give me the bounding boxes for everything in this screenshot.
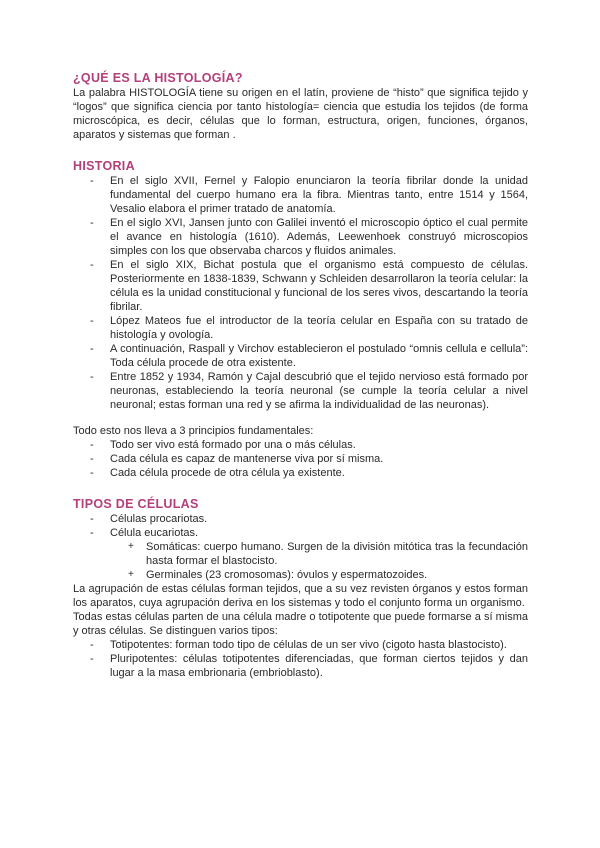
principles-intro: Todo esto nos lleva a 3 principios fundamentales: [73, 425, 314, 437]
dash-bullet: - [90, 259, 94, 271]
dash-bullet: - [90, 639, 94, 651]
dash-bullet: - [90, 217, 94, 229]
sub-list-item: + Germinales (23 cromosomas): óvulos y espermatozoides. [128, 569, 428, 581]
cell-types-list [73, 512, 528, 582]
dash-bullet: - [90, 653, 94, 665]
list-item: - A continuación, Raspall y Virchov establecieron el postulado “omnis cellula e cellula”: Toda célula procede de otra existente. [90, 343, 528, 369]
heading-historia: HISTORIA [73, 159, 135, 173]
list-item: - López Mateos fue el introductor de la teoría celular en España con su tratado de histología y ovología. [90, 315, 528, 341]
heading-tipos-de-celulas: TIPOS DE CÉLULAS [73, 497, 199, 511]
history-list [73, 174, 528, 412]
plus-bullet-icon: + [128, 569, 134, 580]
plus-bullet-icon: + [128, 541, 134, 552]
intro-paragraph: La palabra HISTOLOGÍA tiene su origen en el latín, proviene de “histo” que significa tejido y “logos” que significa ciencia por tanto histología= ciencia que estudia los tejidos (de forma microscópica, es decir, células que lo forman, estructura, origen, funciones, órganos, aparatos y sistemas que forman . [73, 87, 528, 141]
list-item: - Cada célula es capaz de mantenerse viva por sí misma. [90, 453, 384, 465]
list-item: - En el siglo XVII, Fernel y Falopio enunciaron la teoría fibrilar donde la unidad fundamental del cuerpo humano era la fibra. Mientras tanto, entre 1514 y 1564, Vesalio elabora el primer tratado de anatomía. [90, 175, 528, 215]
list-item: - Pluripotentes: células totipotentes diferenciadas, que forman ciertos tejidos y dan lugar a la masa embrionaria (embrioblasto). [90, 653, 528, 679]
list-item: - Cada célula procede de otra célula ya existente. [90, 467, 345, 479]
list-item: - Todo ser vivo está formado por una o más células. [90, 439, 356, 451]
dash-bullet: - [90, 371, 94, 383]
potency-list [73, 638, 528, 680]
dash-bullet: - [90, 315, 94, 327]
sub-list-item: + Somáticas: cuerpo humano. Surgen de la división mitótica tras la fecundación hasta formar el blastocisto. [128, 541, 528, 567]
heading-que-es-histologia: ¿QUÉ ES LA HISTOLOGÍA? [73, 71, 243, 85]
dash-bullet: - [90, 467, 94, 479]
list-item: - Células procariotas. [90, 513, 208, 525]
dash-bullet: - [90, 439, 94, 451]
principles-list [73, 438, 528, 480]
list-item: - En el siglo XIX, Bichat postula que el organismo está compuesto de células. Posteriormente en 1838-1839, Schwann y Schleiden desarrollaron la teoría celular: la célula es la unidad constitucional y funcional de los seres vivos, descartando la teoría fibrilar. [90, 259, 528, 313]
dash-bullet: - [90, 453, 94, 465]
dash-bullet: - [90, 513, 94, 525]
list-item: - Entre 1852 y 1934, Ramón y Cajal descubrió que el tejido nervioso está formado por neuronas, estableciendo la teoría neuronal (se cumple la teoría celular a nivel neuronal; estas forman una red y se afirma la individualidad de las neuronas). [90, 371, 528, 411]
list-item: - En el siglo XVI, Jansen junto con Galilei inventó el microscopio óptico el cual permite el avance en histología (1610). Además, Leewenhoek construyó microscopios simples con los que observaba charcos y fluidos animales. [90, 217, 528, 257]
list-item: - Célula eucariotas. [90, 527, 199, 539]
dash-bullet: - [90, 527, 94, 539]
stem-cell-paragraph: Todas estas células parten de una célula madre o totipotente que puede formarse a sí misma y otras células. Se distinguen varios tipos: [73, 611, 528, 637]
dash-bullet: - [90, 343, 94, 355]
list-item: - Totipotentes: forman todo tipo de células de un ser vivo (cigoto hasta blastocisto). [90, 639, 507, 651]
tissue-paragraph: La agrupación de estas células forman tejidos, que a su vez revisten órganos y estos forman los aparatos, cuya agrupación deriva en los sistemas y todo el conjunto forma un organismo. [73, 583, 528, 609]
dash-bullet: - [90, 175, 94, 187]
